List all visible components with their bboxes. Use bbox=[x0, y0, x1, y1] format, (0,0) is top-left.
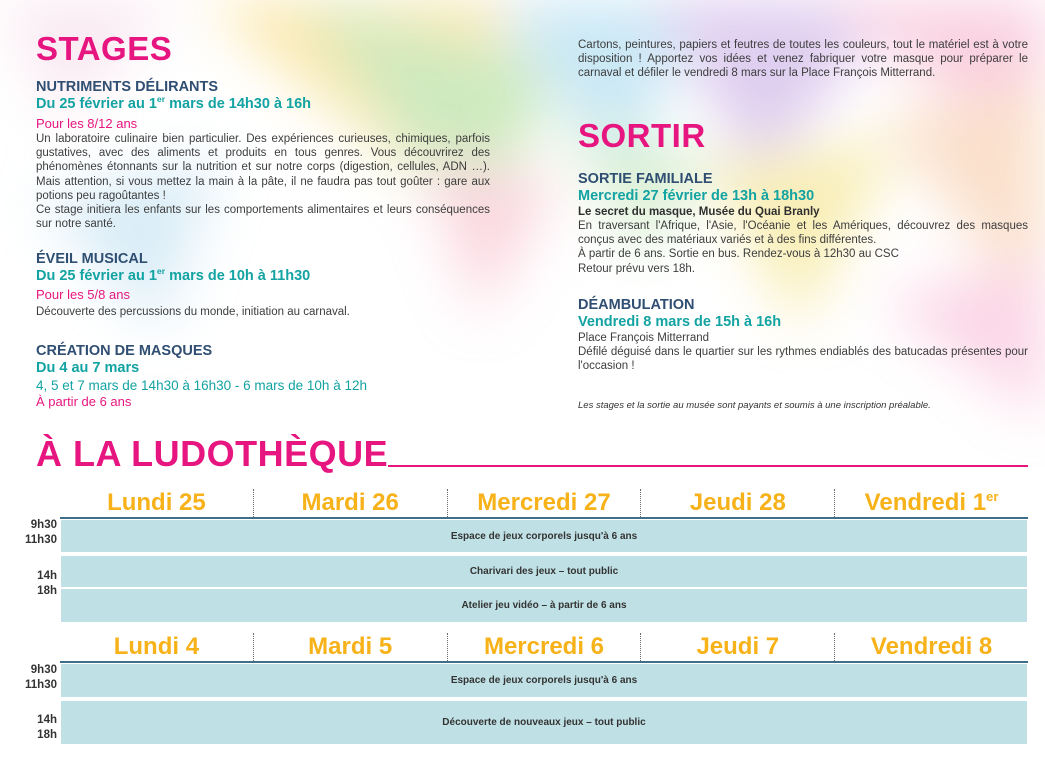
familiale-line3: Retour prévu vers 18h. bbox=[578, 262, 695, 275]
week2-morning-time: 9h30 11h30 bbox=[25, 664, 57, 691]
familiale-description: En traversant l'Afrique, l'Asie, l'Océanie et les Amériques, découvrez des masques conçus avec des matériaux variés et à des fins différentes. bbox=[578, 220, 1028, 247]
ludotheque-heading-rule bbox=[388, 465, 1028, 467]
familiale-block bbox=[578, 171, 1028, 276]
familiale-date: Mercredi 27 février de 13h à 18h30 bbox=[578, 188, 815, 204]
week1-day: Lundi 25 bbox=[60, 489, 254, 517]
stages-heading: STAGES bbox=[36, 30, 173, 67]
eveil-block bbox=[36, 251, 490, 319]
eveil-date: Du 25 février au 1er mars de 10h à 11h30 bbox=[36, 266, 311, 284]
week1-day: Mardi 26 bbox=[254, 489, 448, 517]
week1-day-headers bbox=[60, 489, 1028, 517]
sortir-heading: SORTIR bbox=[578, 117, 706, 154]
week2-day: Lundi 4 bbox=[60, 633, 254, 661]
week1-day: Jeudi 28 bbox=[641, 489, 835, 517]
week2-day: Vendredi 8 bbox=[870, 633, 993, 660]
familiale-line2: À partir de 6 ans. Sortie en bus. Rendez-vous à 12h30 au CSC bbox=[578, 248, 899, 261]
stages-section bbox=[36, 30, 172, 68]
week2-day: Mardi 5 bbox=[254, 633, 448, 661]
nutriments-title: NUTRIMENTS DÉLIRANTS bbox=[36, 79, 219, 95]
nutriments-date: Du 25 février au 1er mars de 14h30 à 16h bbox=[36, 94, 312, 112]
ludotheque-section bbox=[36, 433, 388, 475]
familiale-subtitle: Le secret du masque, Musée du Quai Branly bbox=[578, 206, 820, 218]
deambulation-title: DÉAMBULATION bbox=[578, 297, 695, 313]
familiale-title: SORTIE FAMILIALE bbox=[578, 171, 713, 187]
week2-day: Mercredi 6 bbox=[448, 633, 642, 661]
week2-activity-row: Espace de jeux corporels jusqu'à 6 ans bbox=[61, 664, 1027, 697]
nutriments-block bbox=[36, 79, 490, 231]
week1-day-friday: Vendredi 1er bbox=[864, 489, 999, 516]
nutriments-description-2: Ce stage initiera les enfants sur les comportements alimentaires et leurs conséquences sur notre santé. bbox=[36, 204, 490, 231]
sortir-section bbox=[578, 117, 706, 155]
week1-activity-row: Espace de jeux corporels jusqu'à 6 ans bbox=[61, 520, 1027, 552]
week1-activity-row: Atelier jeu vidéo – à partir de 6 ans bbox=[61, 589, 1027, 622]
eveil-description: Découverte des percussions du monde, initiation au carnaval. bbox=[36, 306, 350, 318]
ludotheque-heading: À LA LUDOTHÈQUE bbox=[36, 433, 389, 474]
week2-activity-row: Découverte de nouveaux jeux – tout public bbox=[61, 701, 1027, 744]
masques-age: À partir de 6 ans bbox=[36, 394, 132, 409]
masques-title: CRÉATION DE MASQUES bbox=[36, 343, 213, 359]
week1-header-rule bbox=[60, 517, 1028, 519]
week2-day: Jeudi 7 bbox=[641, 633, 835, 661]
week1-morning-time: 9h30 11h30 bbox=[25, 519, 57, 546]
masques-description: Cartons, peintures, papiers et feutres de toutes les couleurs, tout le matériel est à votre disposition ! Apportez vos idées et venez fabriquer votre masque pour préparer le carnaval et défiler le vendredi 8 mars sur la Place François Mitterrand. bbox=[578, 39, 1028, 80]
week2-afternoon-time: 14h 18h bbox=[37, 714, 57, 741]
inscription-note-block bbox=[578, 400, 1028, 411]
week1-activity-row: Charivari des jeux – tout public bbox=[61, 556, 1027, 587]
deambulation-block bbox=[578, 297, 1028, 374]
deambulation-date: Vendredi 8 mars de 15h à 16h bbox=[578, 314, 782, 330]
masques-date: Du 4 au 7 mars bbox=[36, 360, 140, 376]
deambulation-place: Place François Mitterrand bbox=[578, 332, 710, 344]
week1-afternoon-time: 14h 18h bbox=[37, 570, 57, 597]
eveil-age: Pour les 5/8 ans bbox=[36, 287, 130, 302]
week2-header-rule bbox=[60, 661, 1028, 663]
nutriments-age: Pour les 8/12 ans bbox=[36, 116, 138, 131]
week1-day: Mercredi 27 bbox=[448, 489, 642, 517]
masques-schedule: 4, 5 et 7 mars de 14h30 à 16h30 - 6 mars de 10h à 12h bbox=[36, 378, 367, 393]
deambulation-description: Défilé déguisé dans le quartier sur les rythmes endiablés des batucadas présentes pour l'occasion ! bbox=[578, 346, 1028, 373]
masques-description-block bbox=[578, 38, 1028, 81]
masques-block bbox=[36, 343, 490, 410]
inscription-note: Les stages et la sortie au musée sont payants et soumis à une inscription préalable. bbox=[578, 400, 931, 411]
nutriments-description: Un laboratoire culinaire bien particulier. Des expériences curieuses, chimiques, parfois gustatives, avec des aliments et produits en tous genres. Vous découvrirez des phénomènes étonnants sur la nutrition et sur notre corps (digestion, cellules, ADN …). Mais attention, si vous mettez la main à la pâte, il ne faudra pas tout goûter : gare aux potions peu ragoûtantes ! bbox=[36, 133, 490, 202]
eveil-title: ÉVEIL MUSICAL bbox=[36, 251, 148, 267]
week2-day-headers bbox=[60, 633, 1028, 661]
